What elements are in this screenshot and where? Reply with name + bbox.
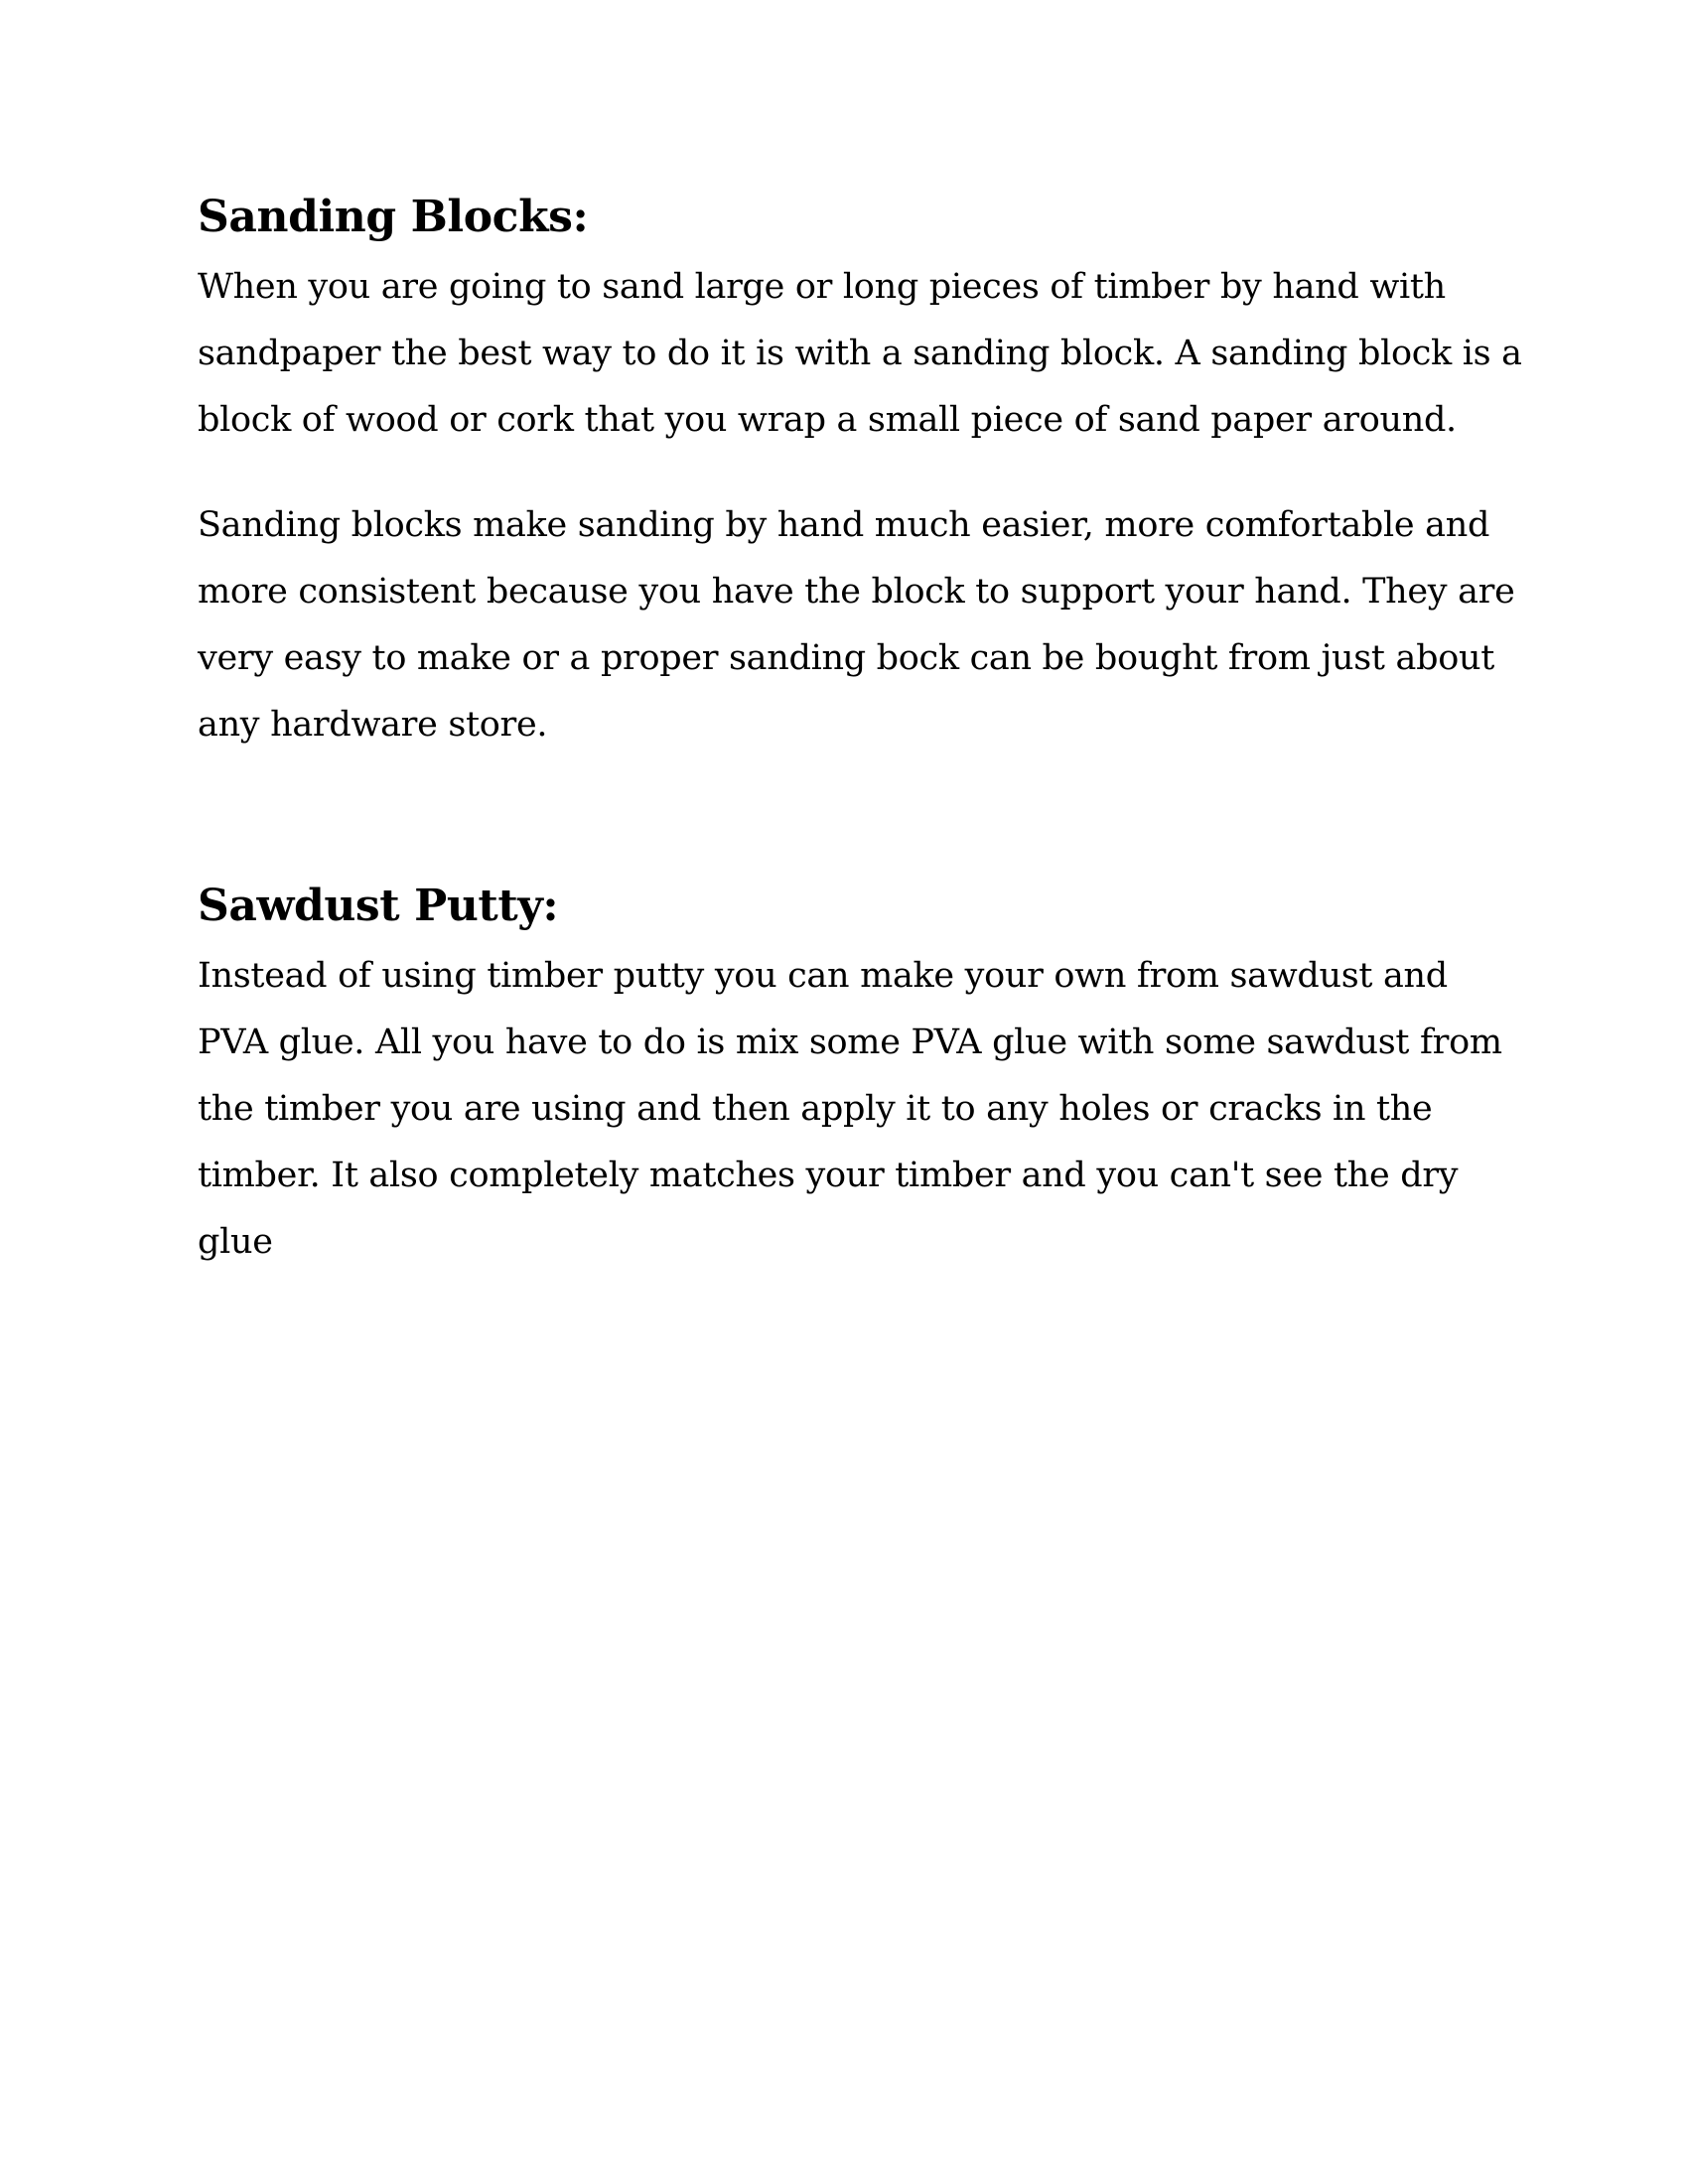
page-content — [198, 189, 1528, 1276]
paragraph: When you are going to sand large or long pieces of timber by hand with sandpaper the best way to do it is with a sanding block. A sanding block is a block of wood or cork that you wrap a small piece of sand paper around. — [198, 267, 1522, 440]
section-heading: Sanding Blocks: — [198, 192, 589, 242]
section-sanding-blocks — [198, 189, 1528, 758]
paragraph: Instead of using timber putty you can make your own from sawdust and PVA glue. All you have to do is mix some PVA glue with some sawdust from the timber you are using and then apply it to any holes or cracks in the timber. It also completely matches your timber and you can't see the dry glue — [198, 956, 1502, 1262]
section-sawdust-putty — [198, 878, 1528, 1276]
paragraph: Sanding blocks make sanding by hand much easier, more comfortable and more consistent because you have the block to support your hand. They are very easy to make or a proper sanding bock can be bought from just about any hardware store. — [198, 505, 1515, 745]
section-heading: Sawdust Putty: — [198, 881, 559, 931]
